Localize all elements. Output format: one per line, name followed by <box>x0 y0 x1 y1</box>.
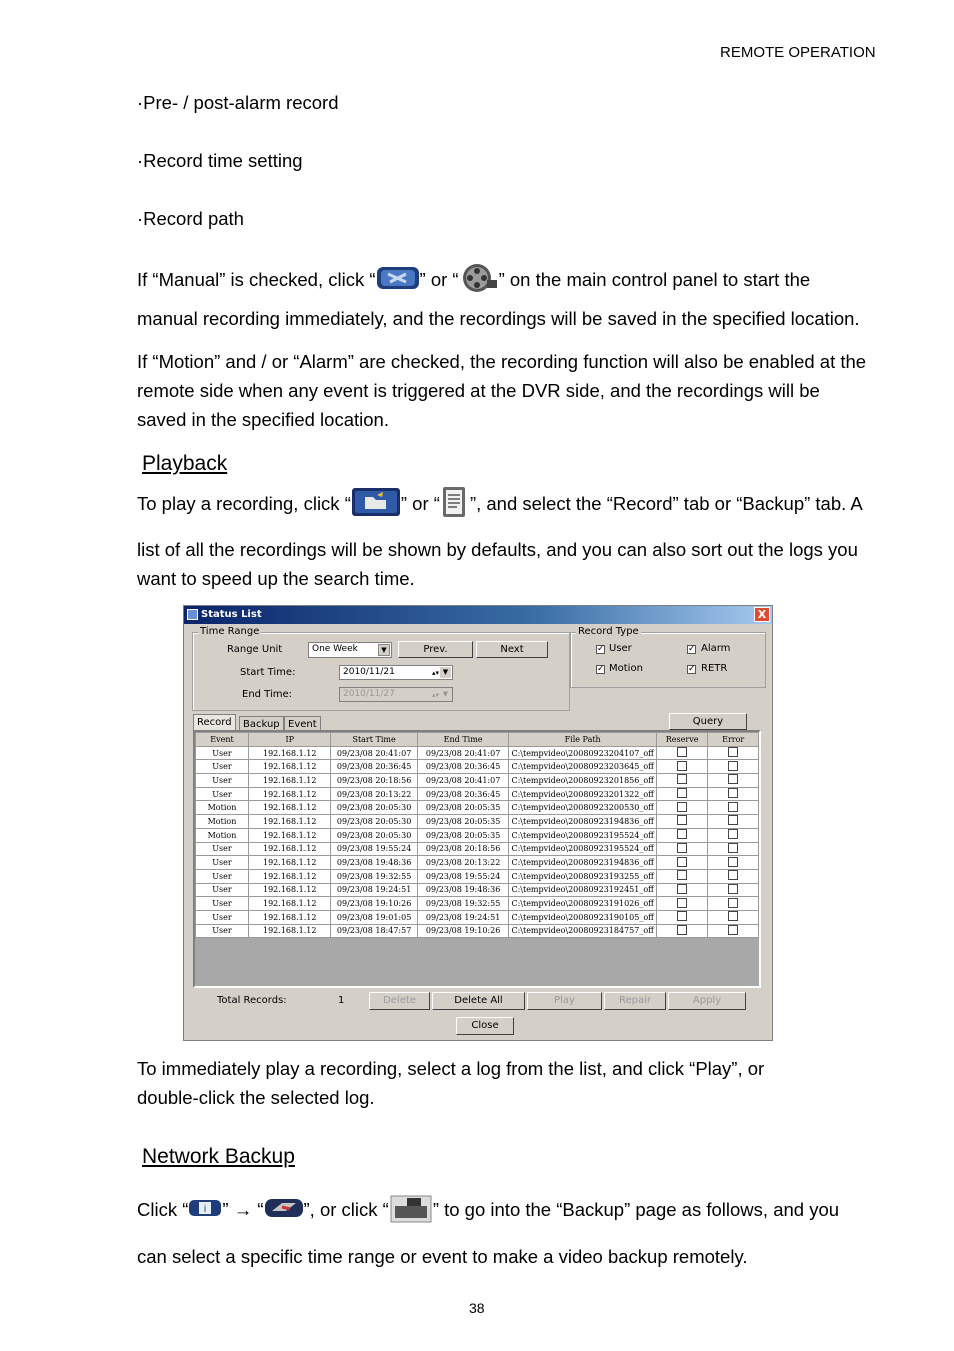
table-cell: C:\tempvideo\20080923204107_off <box>509 746 656 760</box>
table-cell: 192.168.1.12 <box>248 787 330 801</box>
calendar-dropdown-icon: ▼ <box>442 690 449 698</box>
network-backup-heading: Network Backup <box>142 1145 295 1168</box>
table-cell: 192.168.1.12 <box>248 910 330 924</box>
table-cell: 09/23/08 19:24:51 <box>331 883 417 897</box>
error-checkbox-cell <box>708 897 759 911</box>
error-checkbox[interactable] <box>728 829 738 839</box>
table-cell: Motion <box>196 828 249 842</box>
error-checkbox[interactable] <box>728 761 738 771</box>
reserve-checkbox-cell <box>656 746 708 760</box>
delete-all-button[interactable]: Delete All <box>432 992 525 1010</box>
reserve-checkbox[interactable] <box>677 747 687 757</box>
column-header[interactable]: Error <box>708 733 759 747</box>
motion-paragraph-line1: If “Motion” and / or “Alarm” are checked, the recording function will also be enabled at the <box>137 351 867 372</box>
error-checkbox-cell <box>708 787 759 801</box>
user-checkbox[interactable]: ✓ <box>597 644 605 654</box>
error-checkbox[interactable] <box>728 884 738 894</box>
spin-icon[interactable]: ▴▾ <box>431 669 439 677</box>
table-cell: User <box>196 910 249 924</box>
table-cell: Motion <box>196 815 249 829</box>
error-checkbox-cell <box>708 774 759 788</box>
table-row[interactable] <box>196 910 759 924</box>
table-cell: 09/23/08 20:18:56 <box>417 842 509 856</box>
table-cell: 192.168.1.12 <box>248 828 330 842</box>
table-cell: 192.168.1.12 <box>248 801 330 815</box>
status-list-window <box>183 605 773 1041</box>
table-cell: C:\tempvideo\20080923192451_off <box>509 883 656 897</box>
reserve-checkbox[interactable] <box>677 788 687 798</box>
table-cell: 09/23/08 20:13:22 <box>417 856 509 870</box>
error-checkbox[interactable] <box>728 870 738 880</box>
backup-paragraph-line1 <box>137 1193 839 1227</box>
start-time-label: Start Time: <box>240 667 296 678</box>
error-checkbox-cell <box>708 801 759 815</box>
play-paragraph-line1: To immediately play a recording, select a log from the list, and click “Play”, or <box>137 1058 765 1079</box>
error-checkbox-cell <box>708 815 759 829</box>
table-cell: 09/23/08 20:41:07 <box>417 746 509 760</box>
table-cell: 09/23/08 19:32:55 <box>331 869 417 883</box>
playback-text-1: To play a recording, click “ <box>137 492 351 514</box>
next-button[interactable]: Next <box>476 641 548 658</box>
table-cell: User <box>196 856 249 870</box>
table-row[interactable] <box>196 815 759 829</box>
table-cell: 09/23/08 20:05:35 <box>417 815 509 829</box>
backup-text-4: ” to go into the “Backup” page as follows, and you <box>432 1198 840 1220</box>
alarm-checkbox[interactable]: ✓ <box>688 644 696 654</box>
table-cell: 09/23/08 20:05:35 <box>417 801 509 815</box>
table-cell: User <box>196 760 249 774</box>
range-unit-select[interactable] <box>308 642 392 658</box>
column-header[interactable]: Reserve <box>656 733 708 747</box>
table-cell: User <box>196 842 249 856</box>
table-cell: C:\tempvideo\20080923203645_off <box>509 760 656 774</box>
error-checkbox[interactable] <box>728 925 738 935</box>
table-cell: 09/23/08 19:55:24 <box>331 842 417 856</box>
error-checkbox[interactable] <box>728 843 738 853</box>
table-cell: 192.168.1.12 <box>248 897 330 911</box>
table-cell: C:\tempvideo\20080923200530_off <box>509 801 656 815</box>
table-cell: C:\tempvideo\20080923194836_off <box>509 856 656 870</box>
playback-text-3: ”, and select the “Record” tab or “Backup” tab. A <box>469 492 863 514</box>
reserve-checkbox[interactable] <box>677 857 687 867</box>
error-checkbox[interactable] <box>728 747 738 757</box>
table-cell: 09/23/08 19:10:26 <box>331 897 417 911</box>
error-checkbox-cell <box>708 760 759 774</box>
tab-backup[interactable]: Backup <box>239 716 284 732</box>
playback-paragraph-line3: want to speed up the search time. <box>137 568 415 589</box>
error-checkbox[interactable] <box>728 788 738 798</box>
end-time-field <box>339 687 453 702</box>
running-header: REMOTE OPERATION <box>720 44 876 61</box>
table-cell: C:\tempvideo\20080923201856_off <box>509 774 656 788</box>
record-type-label: Record Type <box>578 626 639 637</box>
calendar-dropdown-icon[interactable]: ▼ <box>440 667 451 678</box>
reserve-checkbox-cell <box>656 787 708 801</box>
reserve-checkbox[interactable] <box>677 925 687 935</box>
backup-text-2: ” → “ <box>222 1198 264 1220</box>
reserve-checkbox[interactable] <box>677 815 687 825</box>
table-cell: User <box>196 787 249 801</box>
time-range-group <box>192 626 570 711</box>
error-checkbox-cell <box>708 856 759 870</box>
play-button[interactable]: Play <box>527 992 602 1010</box>
reserve-checkbox[interactable] <box>677 829 687 839</box>
column-header[interactable]: File Path <box>509 733 656 747</box>
film-reel-icon <box>459 262 499 298</box>
table-cell: 09/23/08 20:05:30 <box>331 828 417 842</box>
backup-drive-icon <box>264 1197 304 1223</box>
table-cell: 192.168.1.12 <box>248 883 330 897</box>
motion-checkbox-label: Motion <box>609 663 643 674</box>
table-cell: C:\tempvideo\20080923201322_off <box>509 787 656 801</box>
reserve-checkbox[interactable] <box>677 843 687 853</box>
reserve-checkbox[interactable] <box>677 774 687 784</box>
table-cell: 09/23/08 19:24:51 <box>417 910 509 924</box>
retr-checkbox-label: RETR <box>701 663 728 674</box>
error-checkbox-cell <box>708 746 759 760</box>
manual-text-1: If “Manual” is checked, click “ <box>137 268 376 290</box>
tab-event[interactable]: Event <box>284 716 321 732</box>
table-row[interactable] <box>196 856 759 870</box>
records-table <box>195 732 759 938</box>
table-row[interactable] <box>196 842 759 856</box>
repair-button[interactable]: Repair <box>604 992 666 1010</box>
table-cell: 192.168.1.12 <box>248 746 330 760</box>
table-cell: 09/23/08 20:18:56 <box>331 774 417 788</box>
end-time-value: 2010/11/27 <box>343 689 395 699</box>
apply-button[interactable]: Apply <box>668 992 746 1010</box>
reserve-checkbox[interactable] <box>677 911 687 921</box>
records-table-container[interactable] <box>193 730 761 988</box>
table-cell: 192.168.1.12 <box>248 760 330 774</box>
backup-text-1: Click “ <box>137 1198 189 1220</box>
error-checkbox[interactable] <box>728 898 738 908</box>
range-unit-value: One Week <box>312 644 358 654</box>
table-cell: C:\tempvideo\20080923195524_off <box>509 842 656 856</box>
table-row[interactable] <box>196 924 759 938</box>
error-checkbox[interactable] <box>728 911 738 921</box>
error-checkbox[interactable] <box>728 774 738 784</box>
table-cell: 09/23/08 20:13:22 <box>331 787 417 801</box>
info-icon <box>188 1198 222 1222</box>
table-row[interactable] <box>196 760 759 774</box>
play-paragraph-line2: double-click the selected log. <box>137 1087 375 1108</box>
error-checkbox-cell <box>708 910 759 924</box>
column-header[interactable]: End Time <box>417 733 509 747</box>
table-cell: 09/23/08 19:10:26 <box>417 924 509 938</box>
alarm-checkbox-label: Alarm <box>701 643 731 654</box>
svg-text:i: i <box>204 1204 207 1216</box>
total-records-value: 1 <box>338 995 345 1006</box>
spin-icon: ▴▾ <box>431 691 439 699</box>
reserve-checkbox-cell <box>656 842 708 856</box>
end-time-label: End Time: <box>242 689 293 700</box>
playback-folder-icon <box>351 487 401 521</box>
delete-button[interactable]: Delete <box>369 992 430 1010</box>
hard-disk-icon <box>389 1192 433 1228</box>
record-type-group <box>570 626 766 688</box>
reserve-checkbox-cell <box>656 869 708 883</box>
start-time-field[interactable] <box>339 665 453 680</box>
tab-record[interactable]: Record <box>193 714 236 730</box>
chevron-down-icon[interactable]: ▼ <box>378 644 390 656</box>
table-cell: User <box>196 897 249 911</box>
error-checkbox-cell <box>708 842 759 856</box>
error-checkbox[interactable] <box>728 857 738 867</box>
table-row[interactable] <box>196 828 759 842</box>
table-cell: C:\tempvideo\20080923195524_off <box>509 828 656 842</box>
playback-text-2: ” or “ <box>400 492 440 514</box>
table-cell: User <box>196 883 249 897</box>
error-checkbox-cell <box>708 869 759 883</box>
error-checkbox-cell <box>708 883 759 897</box>
reserve-checkbox-cell <box>656 815 708 829</box>
table-cell: User <box>196 746 249 760</box>
table-row[interactable] <box>196 883 759 897</box>
table-cell: 192.168.1.12 <box>248 856 330 870</box>
column-header[interactable]: Start Time <box>331 733 417 747</box>
bullet-pre-post-alarm: ·Pre- / post-alarm record <box>137 92 339 113</box>
start-time-value: 2010/11/21 <box>343 667 395 677</box>
table-cell: 09/23/08 20:36:45 <box>417 760 509 774</box>
table-row[interactable] <box>196 897 759 911</box>
reserve-checkbox[interactable] <box>677 802 687 812</box>
playback-heading: Playback <box>142 452 228 475</box>
document-list-icon <box>440 485 470 523</box>
table-cell: User <box>196 869 249 883</box>
range-unit-label: Range Unit <box>227 644 283 655</box>
reserve-checkbox-cell <box>656 760 708 774</box>
total-records-label: Total Records: <box>217 995 287 1006</box>
manual-paragraph-line1 <box>137 264 810 296</box>
table-cell: 192.168.1.12 <box>248 815 330 829</box>
table-row[interactable] <box>196 774 759 788</box>
table-cell: 09/23/08 18:47:57 <box>331 924 417 938</box>
record-icon <box>376 266 420 294</box>
manual-text-2: ” or “ <box>419 268 459 290</box>
reserve-checkbox-cell <box>656 801 708 815</box>
table-cell: Motion <box>196 801 249 815</box>
table-cell: C:\tempvideo\20080923184757_off <box>509 924 656 938</box>
table-cell: 09/23/08 20:41:07 <box>417 774 509 788</box>
table-row[interactable] <box>196 746 759 760</box>
reserve-checkbox[interactable] <box>677 870 687 880</box>
backup-paragraph-line2: can select a specific time range or event to make a video backup remotely. <box>137 1246 748 1267</box>
table-cell: 09/23/08 19:48:36 <box>417 883 509 897</box>
playback-paragraph-line2: list of all the recordings will be shown by defaults, and you can also sort out the logs you <box>137 539 858 560</box>
motion-paragraph-line2: remote side when any event is triggered at the DVR side, and the recordings will be <box>137 380 820 401</box>
reserve-checkbox-cell <box>656 910 708 924</box>
table-cell: 192.168.1.12 <box>248 869 330 883</box>
query-button[interactable]: Query <box>669 713 747 730</box>
close-button[interactable]: Close <box>456 1017 514 1035</box>
page-number: 38 <box>469 1300 485 1316</box>
reserve-checkbox-cell <box>656 897 708 911</box>
table-cell: 09/23/08 20:05:30 <box>331 801 417 815</box>
window-titlebar <box>184 606 772 624</box>
table-cell: 192.168.1.12 <box>248 842 330 856</box>
table-cell: 09/23/08 20:41:07 <box>331 746 417 760</box>
table-cell: 09/23/08 20:05:35 <box>417 828 509 842</box>
backup-text-3: ”, or click “ <box>303 1198 389 1220</box>
reserve-checkbox[interactable] <box>677 761 687 771</box>
table-cell: 09/23/08 19:55:24 <box>417 869 509 883</box>
reserve-checkbox[interactable] <box>677 898 687 908</box>
column-header[interactable]: IP <box>248 733 330 747</box>
window-close-button[interactable]: X <box>754 607 770 622</box>
error-checkbox-cell <box>708 828 759 842</box>
playback-paragraph-line1 <box>137 487 863 521</box>
table-cell: C:\tempvideo\20080923190105_off <box>509 910 656 924</box>
table-row[interactable] <box>196 801 759 815</box>
error-checkbox[interactable] <box>728 802 738 812</box>
table-row[interactable] <box>196 787 759 801</box>
reserve-checkbox-cell <box>656 774 708 788</box>
reserve-checkbox-cell <box>656 828 708 842</box>
table-row[interactable] <box>196 869 759 883</box>
table-cell: 192.168.1.12 <box>248 774 330 788</box>
table-cell: C:\tempvideo\20080923193255_off <box>509 869 656 883</box>
error-checkbox[interactable] <box>728 815 738 825</box>
reserve-checkbox-cell <box>656 883 708 897</box>
table-cell: 09/23/08 19:32:55 <box>417 897 509 911</box>
retr-checkbox[interactable]: ✓ <box>688 664 696 674</box>
bullet-record-path: ·Record path <box>137 208 244 229</box>
manual-paragraph-line2: manual recording immediately, and the recordings will be saved in the specified location. <box>137 308 860 329</box>
table-cell: 192.168.1.12 <box>248 924 330 938</box>
reserve-checkbox[interactable] <box>677 884 687 894</box>
table-cell: 09/23/08 19:48:36 <box>331 856 417 870</box>
table-cell: 09/23/08 20:36:45 <box>331 760 417 774</box>
prev-button[interactable]: Prev. <box>398 641 473 658</box>
time-range-label: Time Range <box>200 626 260 637</box>
table-cell: User <box>196 774 249 788</box>
table-cell: C:\tempvideo\20080923191026_off <box>509 897 656 911</box>
user-checkbox-label: User <box>609 643 632 654</box>
table-cell: 09/23/08 20:36:45 <box>417 787 509 801</box>
bullet-record-time: ·Record time setting <box>137 150 303 171</box>
manual-text-3: ” on the main control panel to start the <box>498 268 811 290</box>
table-cell: C:\tempvideo\20080923194836_off <box>509 815 656 829</box>
reserve-checkbox-cell <box>656 856 708 870</box>
app-icon <box>187 609 198 620</box>
motion-paragraph-line3: saved in the specified location. <box>137 409 389 430</box>
table-cell: User <box>196 924 249 938</box>
column-header[interactable]: Event <box>196 733 249 747</box>
reserve-checkbox-cell <box>656 924 708 938</box>
motion-checkbox[interactable]: ✓ <box>597 664 605 674</box>
error-checkbox-cell <box>708 924 759 938</box>
table-cell: 09/23/08 19:01:05 <box>331 910 417 924</box>
table-cell: 09/23/08 20:05:30 <box>331 815 417 829</box>
window-title: Status List <box>201 609 262 620</box>
